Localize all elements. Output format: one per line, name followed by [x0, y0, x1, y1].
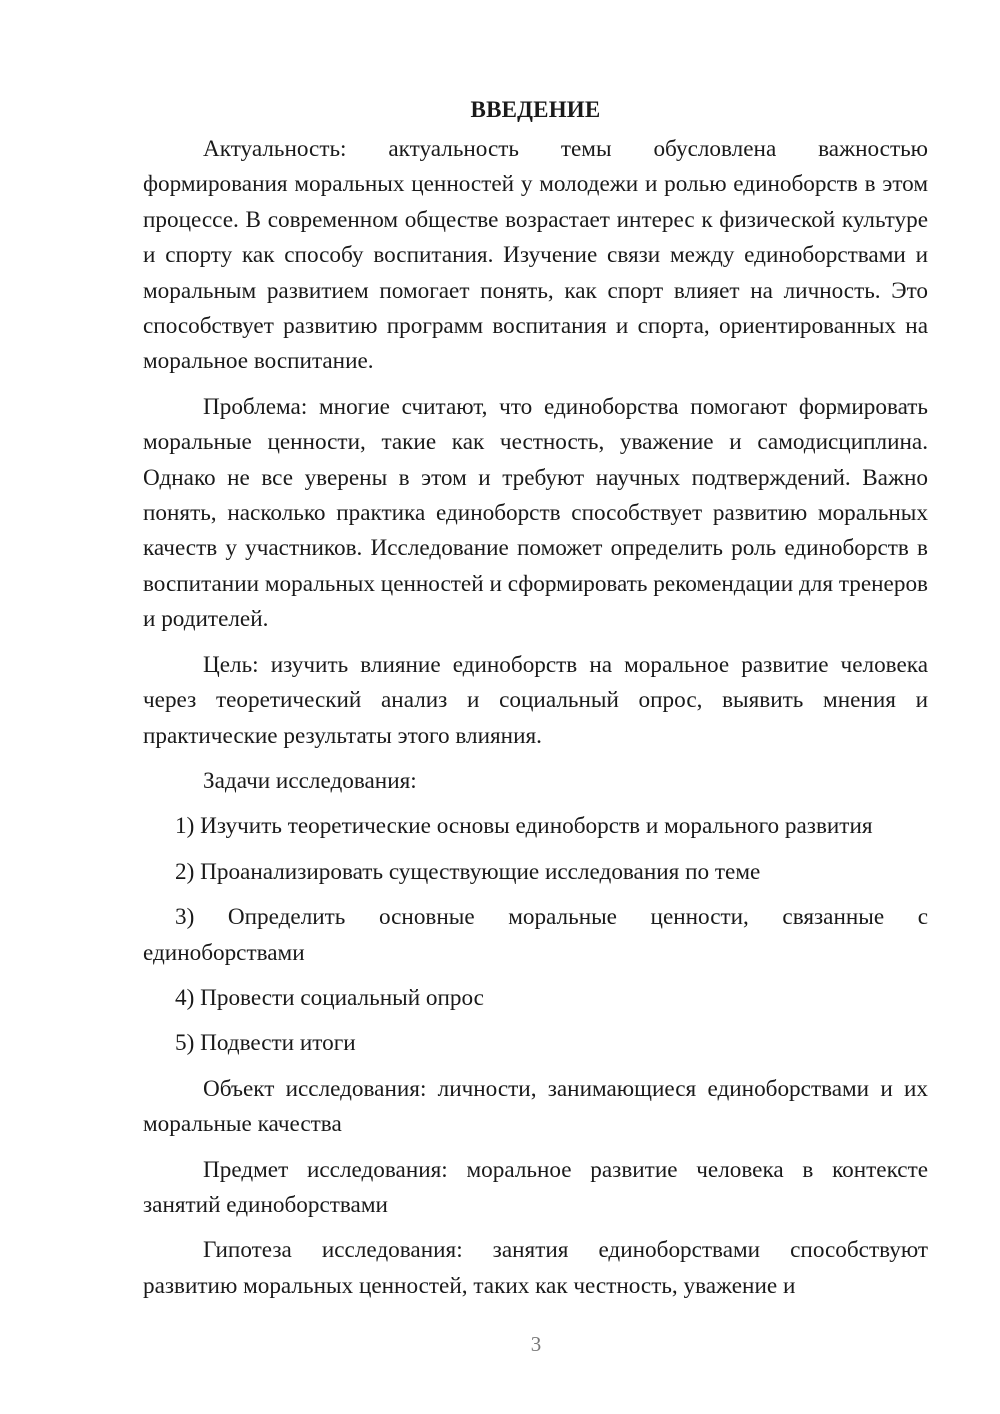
goal-paragraph: Цель: изучить влияние единоборств на моральное развитие человека через теоретический анализ и социальный опрос, выявить мнения и практические результаты этого влияния. — [143, 651, 928, 749]
section-heading: ВВЕДЕНИЕ — [470, 97, 601, 122]
tasks-title: Задачи исследования: — [203, 767, 417, 794]
document-page — [143, 92, 928, 1314]
task-item: 5) Подвести итоги — [175, 1030, 356, 1057]
hypothesis-paragraph: Гипотеза исследования: занятия единоборствами способствуют развитию моральных ценностей, таких как честность, уважение и — [143, 1237, 928, 1299]
relevance-paragraph: Актуальность: актуальность темы обусловлена важностью формирования моральных ценностей у молодежи и ролью единоборств в этом процессе. В современном обществе возрастает интерес к физической культуре и спорту как способу воспитания. Изучение связи между единоборствами и моральным развитием помогает понять, как спорт влияет на личность. Это способствует развитию программ воспитания и спорта, ориентированных на моральное воспитание. — [143, 136, 928, 375]
task-item: 3) Определить основные моральные ценности, связанные с единоборствами — [143, 904, 928, 966]
object-paragraph: Объект исследования: личности, занимающиеся единоборствами и их моральные качества — [143, 1075, 928, 1138]
task-item: 1) Изучить теоретические основы единоборств и морального развития — [175, 813, 873, 840]
page-number: 3 — [530, 1332, 542, 1356]
problem-paragraph: Проблема: многие считают, что единоборства помогают формировать моральные ценности, такие как честность, уважение и самодисциплина. Однако не все уверены в этом и требуют научных подтверждений. Важно понять, насколько практика единоборств способствует развитию моральных качеств у участников. Исследование поможет определить роль единоборств в воспитании моральных ценностей и сформировать рекомендации для тренеров и родителей. — [143, 393, 928, 633]
task-item: 4) Провести социальный опрос — [175, 984, 484, 1011]
subject-paragraph: Предмет исследования: моральное развитие человека в контексте занятий единоборствами — [143, 1156, 928, 1218]
task-item: 2) Проанализировать существующие исследования по теме — [175, 858, 761, 885]
